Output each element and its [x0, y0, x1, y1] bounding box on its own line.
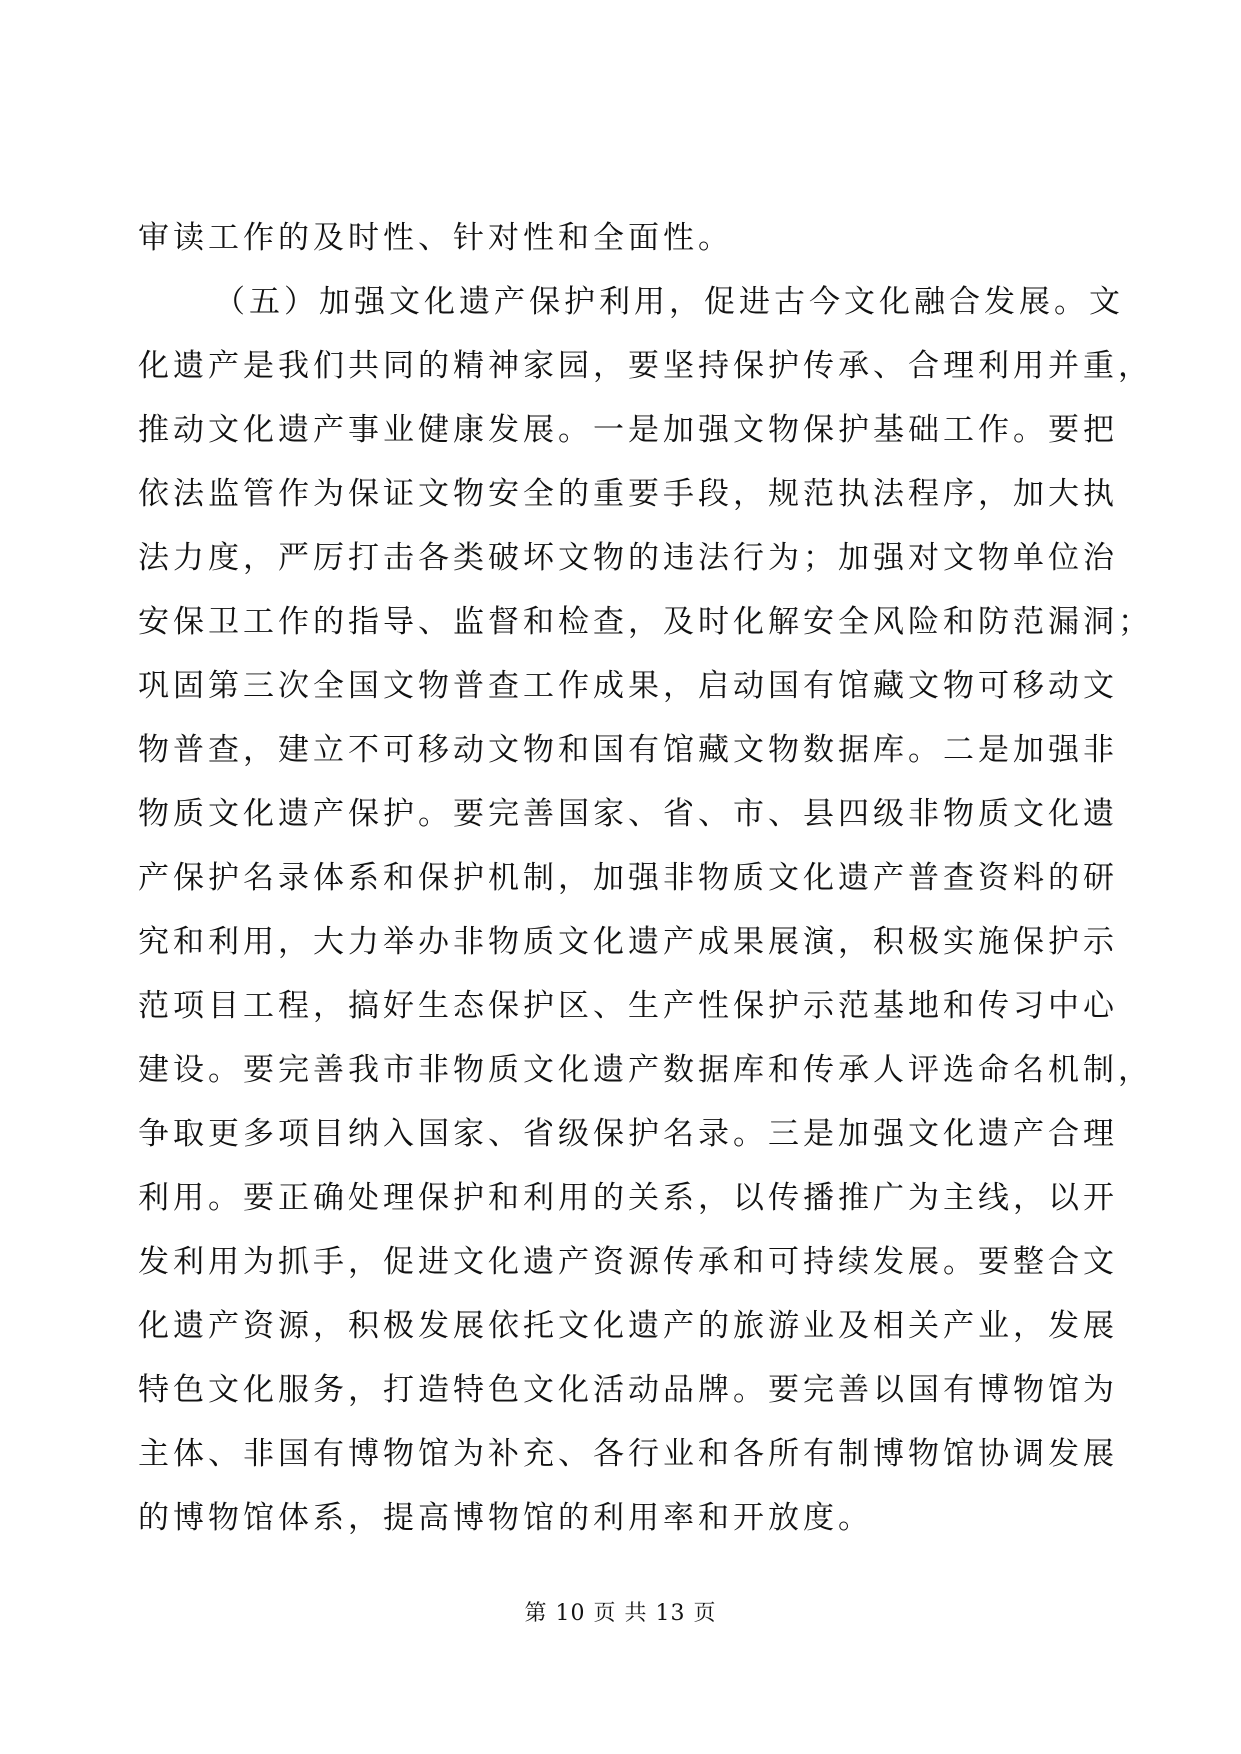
page-number-footer: 第 10 页 共 13 页: [524, 1601, 717, 1626]
text-line: 法力度，严厉打击各类破坏文物的违法行为；加强对文物单位治: [138, 540, 1118, 576]
body-text: [138, 206, 1153, 1550]
text-line: （五）加强文化遗产保护利用，促进古今文化融合发展。文: [214, 284, 1124, 320]
text-line: 建设。要完善我市非物质文化遗产数据库和传承人评选命名机制，: [138, 1052, 1153, 1088]
text-line: 推动文化遗产事业健康发展。一是加强文物保护基础工作。要把: [138, 412, 1118, 448]
text-line: 依法监管作为保证文物安全的重要手段，规范执法程序，加大执: [138, 476, 1118, 512]
text-line: 利用。要正确处理保护和利用的关系，以传播推广为主线，以开: [138, 1180, 1118, 1216]
text-line: 究和利用，大力举办非物质文化遗产成果展演，积极实施保护示: [138, 924, 1118, 960]
text-line: 的博物馆体系，提高博物馆的利用率和开放度。: [138, 1500, 873, 1536]
text-line: 化遗产资源，积极发展依托文化遗产的旅游业及相关产业，发展: [138, 1308, 1118, 1344]
text-line: 争取更多项目纳入国家、省级保护名录。三是加强文化遗产合理: [138, 1116, 1118, 1152]
text-line: 产保护名录体系和保护机制，加强非物质文化遗产普查资料的研: [138, 860, 1118, 896]
text-line: 安保卫工作的指导、监督和检查，及时化解安全风险和防范漏洞；: [138, 604, 1153, 640]
text-line: 主体、非国有博物馆为补充、各行业和各所有制博物馆协调发展: [138, 1436, 1118, 1472]
text-line: 审读工作的及时性、针对性和全面性。: [138, 220, 733, 256]
text-line: 特色文化服务，打造特色文化活动品牌。要完善以国有博物馆为: [138, 1372, 1118, 1408]
text-line: 物普查，建立不可移动文物和国有馆藏文物数据库。二是加强非: [138, 732, 1118, 768]
text-line: 物质文化遗产保护。要完善国家、省、市、县四级非物质文化遗: [138, 796, 1118, 832]
text-line: 范项目工程，搞好生态保护区、生产性保护示范基地和传习中心: [138, 988, 1118, 1024]
text-line: 巩固第三次全国文物普查工作成果，启动国有馆藏文物可移动文: [138, 668, 1118, 704]
text-line: 发利用为抓手，促进文化遗产资源传承和可持续发展。要整合文: [138, 1244, 1118, 1280]
text-line: 化遗产是我们共同的精神家园，要坚持保护传承、合理利用并重，: [138, 348, 1153, 384]
